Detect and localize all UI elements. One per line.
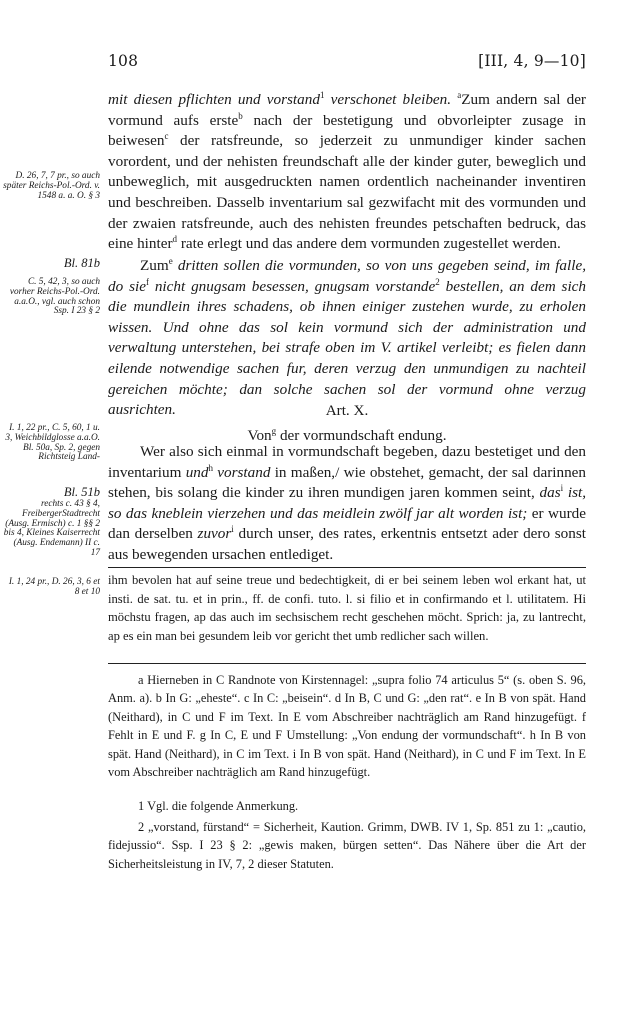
p2-italic-3: bestellen, an dem sich die mundlein ihres schadens, ob ihnen einiger zustehen wurde, zu erholen wissen. Und ohne das sol kein vormund sich der administration und verwaltung unterstehen, bei strafe oben im V. artikel verleibt; es fielen dann eilende notwendige sachen fur, deren verzug den unmundigen zu nachteil gereichen möchte; dan solche sachen sol der vormund ohne verzug ausrichten.	[108, 277, 586, 419]
margin-note-2: C. 5, 42, 3, so auch vorher Reichs-Pol.-Ord. a.a.O., vgl. auch schon Ssp. I 23 § 2	[9, 277, 100, 317]
p3-text-2: in maßen,/ wie obstehet, gemacht, der sal darinnen stehen, bis solang die kinder zu ihren mundigen jaren kommen seint,	[108, 463, 587, 502]
p1-italic-start: mit diesen pflichten und vorstand	[108, 91, 320, 108]
footnote-1: 1 Vgl. die folgende Anmerkung.	[138, 799, 299, 813]
footnote-ref-2: 2	[435, 276, 440, 287]
p3-italic-4: ist, so das kneblein vierzehen und das meidlein zwölf jar alt worden ist;	[108, 484, 586, 522]
p3-text-3: er wurde dan derselben	[108, 504, 586, 543]
gloss-divider	[108, 567, 586, 568]
critical-apparatus: a Hierneben in C Randnote von Kirstennagel: „supra folio 74 articulus 5“ (s. oben S. 96, Anm. a). b In G: „eheste“. c In C: „beisein“. d In B, C und G: „den rat“. e In B von spät. Hand (Neithard), in C und F im Text. In E vom Abschreiber nachträglich am Rand hinzugefügt. f Fehlt in E und F. g In C, E und F Umstellung: „Von endung der vormundschaft“. h In B von spät. Hand (Neithard), in C im Text. i In B von spät. Hand (Neithard), in C und F im Text. In E vom Abschreiber nachträglich am Rand hinzugefügt.	[108, 673, 586, 780]
apparatus-ref-g: g	[271, 426, 277, 436]
apparatus-ref-a: a	[457, 89, 462, 100]
p2-italic-1: dritten sollen die vormunden, so von uns gegeben seind, im falle, do sie	[108, 257, 586, 295]
page-number: 108	[108, 52, 139, 70]
margin-note-5: I. 1, 24 pr., D. 26, 3, 6 et 8 et 10	[8, 577, 100, 597]
margin-note-3: I. 1, 22 pr., C. 5, 60, 1 u. 3, Weichbildglosse a.a.O. Bl. 50a, Sp. 2, gegen Richtsteig Land-	[5, 423, 100, 463]
article-number: Art. X.	[325, 402, 369, 419]
margin-note-4: rechts c. 43 § 4, FreibergerStadtrecht (Ausg. Ermisch) c. 1 §§ 2 bis 4, Kleines Kaiserrecht (Ausg. Endemann) II c. 17	[3, 499, 100, 558]
apparatus-ref-c: c	[164, 131, 169, 142]
apparatus-ref-h: h	[208, 462, 213, 473]
apparatus-ref-b: b	[238, 110, 243, 121]
footnote-2: 2 „vorstand, fürstand“ = Sicherheit, Kaution. Grimm, DWB. IV 1, Sp. 851 zu 1: „cautio, fidejussio“. Ssp. I 23 § 2: „gewis maken, bürgen setten“. Das Nähere über die Art der Sicherheitsleistung in IV, 7, 2 dieser Statuten.	[108, 820, 586, 871]
paragraph-1	[108, 90, 586, 255]
apparatus-ref-i-2: i	[231, 524, 234, 535]
margin-note-folio-51b: Bl. 51b	[63, 485, 100, 499]
p3-italic-3: das	[539, 484, 561, 502]
p1-text-3: der ratsfreunde, so jederzeit zu unmundiger kinder sachen vorordent, und der nehisten freundschaft alle der kinder guter, beweglich und unbeweglich, mit ausgedruckten namen ordentlich nacheinander inventiren und beschreiben. Dasselb inventarium sal gezwifacht mit des vormunden und der zwaien ratsfreunde, auch des nehisten freundes petschaften bedruck, das eine hinter	[108, 132, 586, 253]
p2-text-1: Zum	[140, 257, 169, 274]
paragraph-2	[108, 256, 586, 421]
article-title-a: Von	[247, 427, 272, 445]
apparatus-ref-e: e	[168, 255, 173, 266]
apparatus-ref-f: f	[145, 276, 149, 287]
apparatus-ref-i: i	[560, 483, 564, 494]
p3-text-4: durch unser, des rates, erkentnis entsetzt ader dero sonst aus bewegenden ursachen entlediget.	[108, 525, 586, 563]
p1-text-4: rate erlegt und das andere dem vormunden zugestellet werden.	[177, 235, 561, 253]
p1-text-1: Zum andern sal der vormund aufs erste	[108, 91, 586, 129]
p3-text-1: Wer also sich einmal in vormundschaft begeben, dazu bestetiget und den inventarium	[108, 443, 586, 481]
p3-italic-5: zuvor	[197, 525, 232, 543]
paragraph-3	[108, 442, 586, 566]
margin-note-1: D. 26, 7, 7 pr., so auch später Reichs-Pol.-Ord. v. 1548 a. a. O. § 3	[3, 171, 100, 201]
apparatus-divider	[108, 663, 586, 664]
p1-text-2: nach der bestetigung und obvorleipter zusage in beiwesen	[108, 111, 586, 150]
margin-note-folio-81b: Bl. 81b	[63, 256, 100, 270]
apparatus-ref-d: d	[172, 234, 178, 245]
article-title-b: der vormundschaft endung.	[276, 427, 447, 445]
p2-italic-2: nicht gnugsam besessen, gnugsam vorstande	[148, 277, 436, 295]
gloss-text: ihm bevolen hat auf seine treue und bedechtigkeit, di er bei seinem leben wol erkant hat, ut insti. de sat. tu. et in prin., ff. de confi. tuto. l. si filio et in confirmando et l. utilitatem. Hi möchstu fragen, ap das auch im sechsischem recht geschehen möcht. Sprich: ja, zu lantrecht, ap es ein man bei gesundem leib vor gericht thet umb redlicher sach willen.	[108, 573, 586, 643]
p3-italic-1: und	[185, 463, 209, 481]
p3-italic-2: vorstand	[212, 463, 271, 481]
section-reference: [III, 4, 9—10]	[478, 52, 586, 70]
p1-italic-end: verschonet bleiben.	[324, 91, 452, 108]
footnote-ref-1: 1	[319, 89, 325, 100]
